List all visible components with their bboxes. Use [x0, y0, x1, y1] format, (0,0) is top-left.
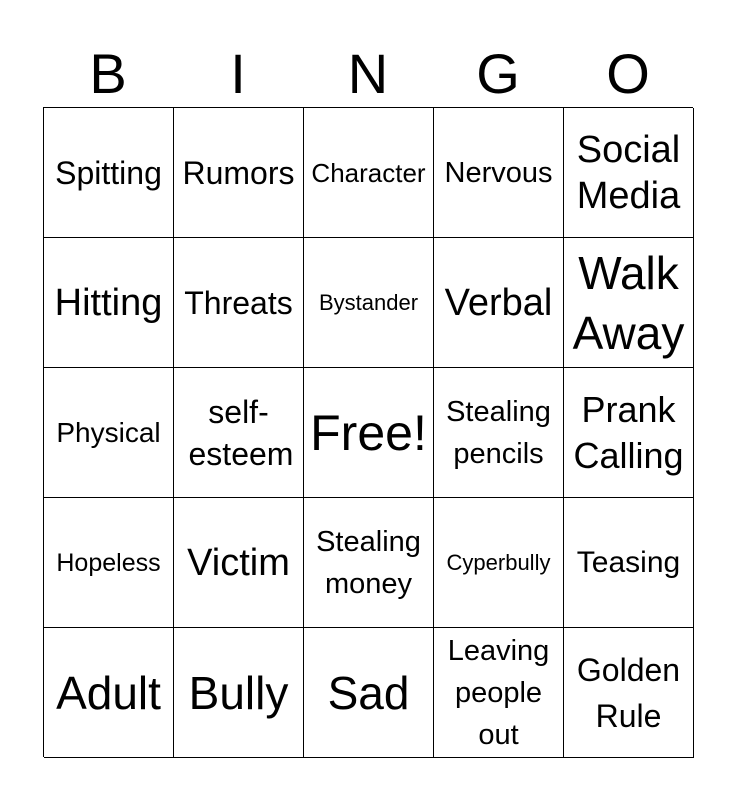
bingo-cell[interactable]	[174, 368, 304, 498]
bingo-header	[43, 42, 693, 106]
bingo-cell[interactable]	[564, 498, 694, 628]
bingo-cell[interactable]	[304, 498, 434, 628]
bingo-cell[interactable]	[564, 368, 694, 498]
cell-label: self-esteem	[188, 393, 294, 472]
cell-label: Teasing	[576, 545, 681, 579]
bingo-cell[interactable]	[304, 238, 434, 368]
bingo-cell[interactable]	[434, 368, 564, 498]
bingo-cell[interactable]	[44, 498, 174, 628]
cell-label: Rumors	[182, 154, 295, 191]
cell-label: Bystander	[318, 289, 419, 315]
cell-label: Cyperbully	[446, 549, 551, 575]
cell-label: Threats	[184, 284, 293, 321]
cell-label: Spitting	[55, 154, 162, 191]
bingo-cell[interactable]	[304, 108, 434, 238]
cell-label: Social Media	[576, 128, 681, 217]
cell-label: Character	[311, 157, 426, 188]
cell-label: Golden Rule	[576, 651, 681, 734]
cell-label: Victim	[187, 541, 290, 584]
cell-label: Stealing pencils	[446, 395, 551, 470]
cell-label: Leaving people out	[447, 634, 550, 751]
cell-label: Stealing money	[316, 525, 421, 600]
cell-label: Verbal	[444, 281, 553, 324]
header-letter-g: G	[476, 42, 520, 105]
header-letter-n: N	[347, 42, 389, 105]
cell-label: Hopeless	[56, 548, 161, 577]
bingo-cell[interactable]	[564, 628, 694, 758]
bingo-cell[interactable]	[434, 108, 564, 238]
bingo-cell[interactable]	[304, 628, 434, 758]
bingo-cell[interactable]	[44, 238, 174, 368]
bingo-cell[interactable]	[564, 238, 694, 368]
bingo-cell[interactable]	[44, 108, 174, 238]
cell-label: Bully	[188, 666, 289, 719]
header-letter-o: O	[606, 42, 650, 105]
cell-label: Physical	[56, 416, 161, 448]
cell-label: Free!	[310, 404, 427, 461]
bingo-cell[interactable]	[174, 628, 304, 758]
cell-label: Hitting	[54, 281, 163, 324]
cell-label: Walk Away	[572, 246, 685, 359]
cell-label: Prank Calling	[573, 388, 684, 476]
cell-label: Nervous	[444, 156, 553, 189]
cell-label: Sad	[327, 666, 410, 719]
cell-label: Adult	[56, 666, 161, 719]
bingo-cell[interactable]	[44, 368, 174, 498]
bingo-cell[interactable]	[304, 368, 434, 498]
bingo-cell[interactable]	[44, 628, 174, 758]
header-letter-b: B	[89, 42, 127, 105]
header-letter-i: I	[230, 42, 246, 105]
bingo-cell[interactable]	[174, 498, 304, 628]
bingo-cell[interactable]	[174, 108, 304, 238]
bingo-cell[interactable]	[564, 108, 694, 238]
bingo-cell[interactable]	[174, 238, 304, 368]
bingo-board	[43, 107, 693, 757]
bingo-cell[interactable]	[434, 628, 564, 758]
bingo-cell[interactable]	[434, 498, 564, 628]
bingo-cell[interactable]	[434, 238, 564, 368]
